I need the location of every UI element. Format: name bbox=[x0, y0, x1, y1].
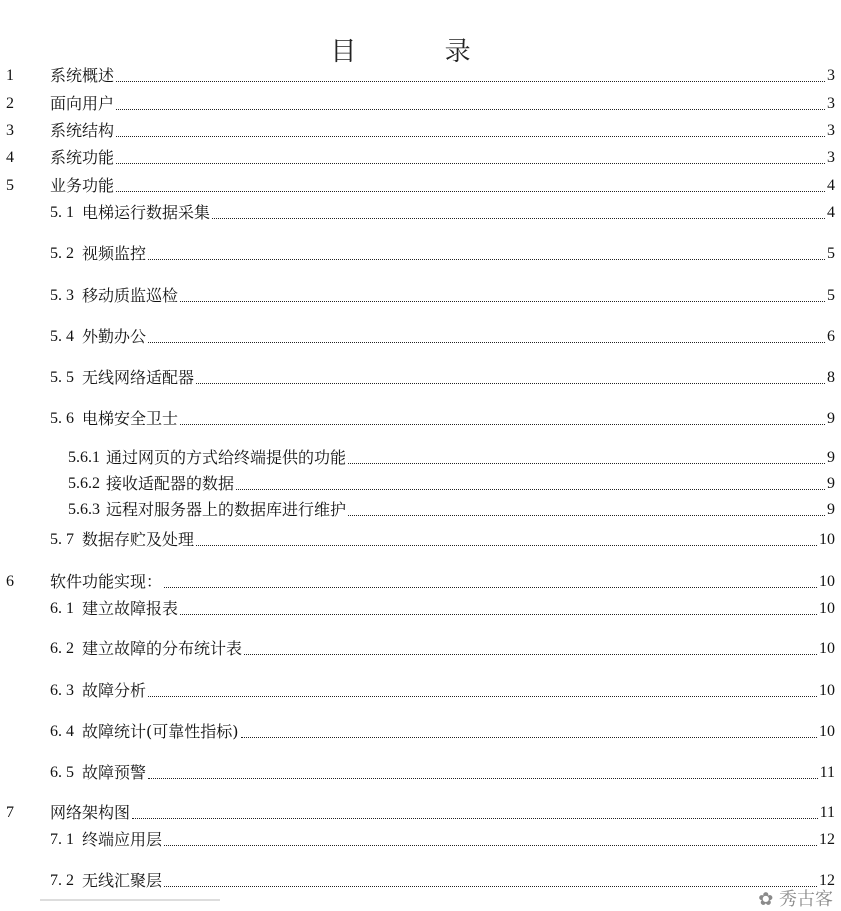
toc-entry-number: 6. 2 bbox=[50, 640, 74, 657]
dot-leader bbox=[148, 777, 818, 779]
toc-entry-label: 数据存贮及处理 bbox=[82, 530, 195, 549]
toc-entry-page: 3 bbox=[827, 149, 835, 166]
dot-leader bbox=[180, 423, 825, 425]
toc-entry-page: 10 bbox=[819, 573, 835, 590]
dot-leader bbox=[164, 885, 817, 887]
dot-leader bbox=[348, 514, 825, 516]
toc-entry-label: 面向用户 bbox=[50, 94, 115, 113]
toc-entry-label: 故障统计(可靠性指标) bbox=[82, 722, 239, 741]
toc-entry-page: 9 bbox=[827, 475, 835, 492]
toc-entry-number: 7 bbox=[6, 804, 14, 821]
toc-entry-number: 2 bbox=[6, 95, 14, 112]
toc-entry-label: 软件功能实现： bbox=[50, 572, 163, 591]
dot-leader bbox=[180, 613, 817, 615]
toc-entry[interactable] bbox=[50, 323, 835, 347]
dot-leader bbox=[148, 695, 817, 697]
dot-leader bbox=[180, 300, 825, 302]
toc-entry-label: 移动质监巡检 bbox=[82, 286, 179, 305]
dot-leader bbox=[116, 108, 825, 110]
toc-entry-label: 电梯运行数据采集 bbox=[82, 203, 211, 222]
toc-entry-number: 4 bbox=[6, 149, 14, 166]
toc-entry[interactable] bbox=[50, 240, 835, 264]
toc-entry[interactable] bbox=[50, 595, 835, 619]
toc-entry[interactable] bbox=[50, 526, 835, 550]
toc-entry-page: 10 bbox=[819, 531, 835, 548]
toc-entry-label: 系统功能 bbox=[50, 148, 115, 167]
toc-entry[interactable] bbox=[50, 826, 835, 850]
toc-entry-number: 6 bbox=[6, 573, 14, 590]
toc-entry-number: 7. 2 bbox=[50, 872, 74, 889]
dot-leader bbox=[116, 162, 825, 164]
toc-entry[interactable] bbox=[68, 496, 835, 520]
toc-entry-number: 6. 1 bbox=[50, 600, 74, 617]
toc-entry-label: 建立故障报表 bbox=[82, 599, 179, 618]
toc-entry-label: 故障预警 bbox=[82, 763, 147, 782]
toc-entry-number: 5. 4 bbox=[50, 328, 74, 345]
toc-entry-page: 3 bbox=[827, 122, 835, 139]
toc-entry-number: 5.6.1 bbox=[68, 449, 100, 466]
toc-entry-label: 无线网络适配器 bbox=[82, 368, 195, 387]
toc-entry-page: 10 bbox=[819, 723, 835, 740]
toc-entry[interactable] bbox=[50, 759, 835, 783]
toc-entry[interactable] bbox=[50, 718, 835, 742]
toc-entry[interactable] bbox=[68, 470, 835, 494]
toc-entry-number: 1 bbox=[6, 67, 14, 84]
toc-entry-number: 5.6.3 bbox=[68, 501, 100, 518]
toc-entry-label: 视频监控 bbox=[82, 244, 147, 263]
toc-entry-number: 5. 2 bbox=[50, 245, 74, 262]
toc-entry-page: 4 bbox=[827, 204, 835, 221]
toc-entry-label: 终端应用层 bbox=[82, 830, 163, 849]
toc-entry-label: 远程对服务器上的数据库进行维护 bbox=[106, 500, 347, 519]
toc-entry-page: 10 bbox=[819, 682, 835, 699]
toc-entry-label: 网络架构图 bbox=[50, 803, 131, 822]
toc-entry-number: 6. 3 bbox=[50, 682, 74, 699]
toc-entry-label: 系统结构 bbox=[50, 121, 115, 140]
toc-entry-page: 6 bbox=[827, 328, 835, 345]
dot-leader bbox=[116, 190, 825, 192]
toc-entry-number: 5. 7 bbox=[50, 531, 74, 548]
toc-entry-page: 9 bbox=[827, 410, 835, 427]
toc-entry[interactable] bbox=[50, 677, 835, 701]
toc-entry-page: 9 bbox=[827, 449, 835, 466]
toc-entry-page: 3 bbox=[827, 95, 835, 112]
dot-leader bbox=[148, 341, 825, 343]
dot-leader bbox=[348, 462, 825, 464]
dot-leader bbox=[148, 258, 825, 260]
toc-entry[interactable] bbox=[68, 444, 835, 468]
toc-entry-number: 5. 3 bbox=[50, 287, 74, 304]
toc-entry[interactable] bbox=[6, 144, 835, 168]
dot-leader bbox=[236, 488, 825, 490]
toc-entry-label: 外勤办公 bbox=[82, 327, 147, 346]
toc-entry[interactable] bbox=[50, 405, 835, 429]
toc-entry-page: 12 bbox=[819, 872, 835, 889]
toc-entry[interactable] bbox=[50, 364, 835, 388]
toc-entry-page: 12 bbox=[819, 831, 835, 848]
toc-entry[interactable] bbox=[6, 799, 835, 823]
toc-entry-page: 11 bbox=[819, 804, 835, 821]
dot-leader bbox=[212, 217, 825, 219]
dot-leader bbox=[164, 586, 817, 588]
toc-entry-page: 5 bbox=[827, 287, 835, 304]
toc-entry-label: 接收适配器的数据 bbox=[106, 474, 235, 493]
toc-entry-label: 通过网页的方式给终端提供的功能 bbox=[106, 448, 347, 467]
toc-entry[interactable] bbox=[6, 568, 835, 592]
toc-entry-number: 5. 5 bbox=[50, 369, 74, 386]
toc-entry-page: 11 bbox=[819, 764, 835, 781]
dot-leader bbox=[241, 736, 818, 738]
toc-entry-label: 无线汇聚层 bbox=[82, 871, 163, 890]
watermark: ✿ 秀古客 bbox=[758, 889, 833, 910]
toc-entry-page: 10 bbox=[819, 640, 835, 657]
toc-entry-number: 5 bbox=[6, 177, 14, 194]
cut-off-entry bbox=[40, 899, 220, 909]
toc-entry[interactable] bbox=[6, 172, 835, 196]
toc-entry-page: 8 bbox=[827, 369, 835, 386]
toc-entry-number: 5.6.2 bbox=[68, 475, 100, 492]
toc-entry-number: 6. 4 bbox=[50, 723, 74, 740]
toc-entry[interactable] bbox=[50, 199, 835, 223]
dot-leader bbox=[116, 80, 825, 82]
toc-entry-label: 建立故障的分布统计表 bbox=[82, 639, 243, 658]
toc-entry[interactable] bbox=[6, 62, 835, 86]
toc-entry-page: 10 bbox=[819, 600, 835, 617]
toc-entry[interactable] bbox=[6, 117, 835, 141]
toc-entry-number: 6. 5 bbox=[50, 764, 74, 781]
toc-entry-label: 故障分析 bbox=[82, 681, 147, 700]
toc-entry-number: 5. 6 bbox=[50, 410, 74, 427]
toc-entry-label: 业务功能 bbox=[50, 176, 115, 195]
toc-entry[interactable] bbox=[6, 90, 835, 114]
toc-entry[interactable] bbox=[50, 867, 835, 891]
toc-entry[interactable] bbox=[50, 635, 835, 659]
toc-entry-label: 电梯安全卫士 bbox=[82, 409, 179, 428]
page-title: 目 录 bbox=[330, 37, 511, 68]
toc-entry-page: 5 bbox=[827, 245, 835, 262]
toc-entry-page: 3 bbox=[827, 67, 835, 84]
toc-entry-page: 9 bbox=[827, 501, 835, 518]
toc-entry-number: 3 bbox=[6, 122, 14, 139]
dot-leader bbox=[196, 544, 817, 546]
toc-entry[interactable] bbox=[50, 282, 835, 306]
toc-entry-number: 5. 1 bbox=[50, 204, 74, 221]
toc-entry-page: 4 bbox=[827, 177, 835, 194]
dot-leader bbox=[116, 135, 825, 137]
dot-leader bbox=[244, 653, 817, 655]
dot-leader bbox=[164, 844, 817, 846]
toc-entry-number: 7. 1 bbox=[50, 831, 74, 848]
dot-leader bbox=[196, 382, 825, 384]
toc-entry-label: 系统概述 bbox=[50, 66, 115, 85]
dot-leader bbox=[132, 817, 818, 819]
